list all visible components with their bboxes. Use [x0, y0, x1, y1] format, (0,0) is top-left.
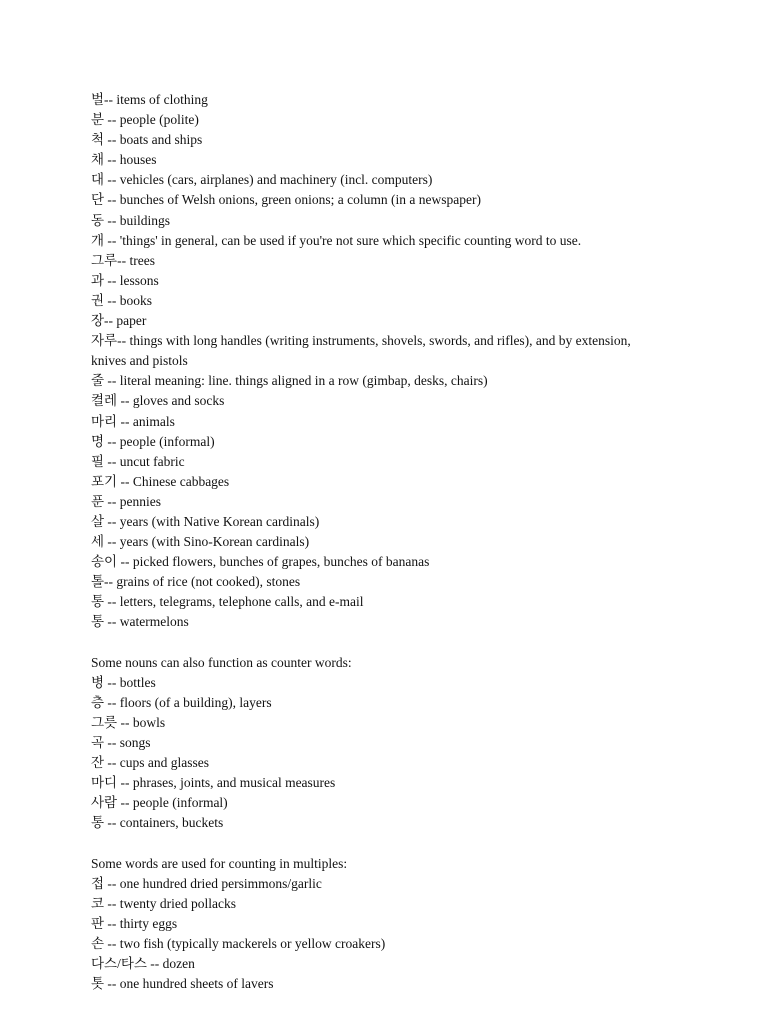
- list-item: [91, 271, 728, 291]
- list-item: [91, 894, 728, 914]
- separator: --: [104, 815, 120, 831]
- separator: --: [104, 192, 120, 208]
- counter-meaning: picked flowers, bunches of grapes, bunches of bananas: [132, 554, 430, 570]
- counter-word: 개: [91, 232, 105, 248]
- list-item: [91, 592, 728, 612]
- separator: --: [104, 976, 120, 992]
- counter-word: 그루: [91, 252, 118, 268]
- separator: --: [104, 594, 120, 610]
- counter-word: 푼: [91, 493, 105, 509]
- list-item: [91, 793, 728, 813]
- list-item: [91, 974, 728, 994]
- counter-meaning: Chinese cabbages: [132, 473, 230, 489]
- list-item: [91, 150, 728, 170]
- separator: --: [104, 574, 117, 590]
- counter-word: 통: [91, 815, 105, 831]
- counter-meaning: songs: [119, 735, 151, 750]
- counter-word: 살: [91, 513, 105, 529]
- counter-meaning: vehicles (cars, airplanes) and machinery (incl. computers): [119, 172, 433, 188]
- counter-word: 곡: [91, 735, 105, 750]
- separator: --: [117, 775, 133, 791]
- separator: --: [104, 735, 120, 750]
- counter-meaning: letters, telegrams, telephone calls, and e-mail: [119, 594, 364, 610]
- counter-meaning: items of clothing: [116, 92, 208, 107]
- separator: --: [117, 473, 133, 489]
- counter-meaning: years (with Native Korean cardinals): [119, 513, 320, 529]
- spacer: [91, 833, 728, 853]
- list-item: [91, 773, 728, 793]
- separator: --: [104, 513, 120, 529]
- separator: --: [104, 272, 120, 288]
- counter-word: 세: [91, 534, 105, 550]
- multiples-heading: Some words are used for counting in multiples:: [91, 855, 348, 871]
- separator: --: [104, 112, 120, 128]
- separator: --: [104, 875, 120, 891]
- counter-meaning: 'things' in general, can be used if you're not sure which specific counting word to use.: [119, 232, 582, 248]
- separator: --: [117, 795, 133, 811]
- list-item: [91, 813, 728, 833]
- list-item: [91, 311, 728, 331]
- counter-meaning: twenty dried pollacks: [119, 895, 237, 911]
- counter-meaning: thirty eggs: [119, 915, 178, 931]
- counter-word: 과: [91, 272, 105, 288]
- counter-meaning: gloves and socks: [132, 393, 225, 409]
- list-item: [91, 452, 728, 472]
- separator: --: [104, 212, 120, 228]
- list-item: [91, 612, 728, 632]
- counter-meaning: books: [119, 292, 153, 308]
- separator: --: [104, 694, 120, 710]
- counter-word: 손: [91, 935, 105, 951]
- separator: --: [104, 895, 120, 911]
- separator: --: [104, 92, 117, 107]
- nouns-heading: Some nouns can also function as counter words:: [91, 654, 352, 670]
- counter-meaning: uncut fabric: [119, 453, 185, 469]
- list-item: [91, 914, 728, 934]
- counter-meaning: people (informal): [132, 795, 228, 811]
- counter-word: 코: [91, 895, 105, 911]
- counter-word: 다스/타스: [91, 956, 147, 972]
- counter-meaning: houses: [119, 152, 157, 168]
- counter-word: 잔: [91, 755, 105, 771]
- counter-word: 마디: [91, 775, 118, 791]
- counter-word: 톳: [91, 976, 105, 992]
- counter-word: 필: [91, 453, 105, 469]
- counter-meaning: paper: [116, 313, 147, 329]
- counter-meaning: pennies: [119, 493, 162, 509]
- list-item: [91, 412, 728, 432]
- separator: --: [104, 292, 120, 308]
- counter-meaning: literal meaning: line. things aligned in a row (gimbap, desks, chairs): [119, 373, 488, 389]
- list-item: [91, 512, 728, 532]
- counter-word: 송이: [91, 554, 118, 570]
- list-item: [91, 432, 728, 452]
- counter-word: 통: [91, 614, 105, 630]
- counter-word: 동: [91, 212, 105, 228]
- separator: --: [117, 393, 133, 409]
- separator: --: [104, 373, 120, 389]
- counter-word: 접: [91, 875, 105, 891]
- counter-meaning: bowls: [132, 714, 166, 730]
- counter-word: 권: [91, 292, 105, 308]
- counter-word: 층: [91, 694, 105, 710]
- counter-word: 자루: [91, 333, 118, 349]
- list-item: [91, 572, 728, 592]
- counter-meaning: lessons: [119, 272, 159, 288]
- counter-meaning: containers, buckets: [119, 815, 224, 831]
- counter-word: 통: [91, 594, 105, 610]
- separator: --: [117, 413, 133, 429]
- counter-meaning: buildings: [119, 212, 171, 228]
- list-item: [91, 331, 661, 371]
- separator: --: [104, 493, 120, 509]
- separator: --: [104, 433, 120, 449]
- list-item: [91, 552, 728, 572]
- separator: --: [117, 252, 130, 268]
- list-item: [91, 532, 728, 552]
- noun-counter-list: [91, 673, 728, 834]
- counter-meaning: people (informal): [119, 433, 215, 449]
- counter-meaning: animals: [132, 413, 175, 429]
- list-item: [91, 733, 728, 753]
- counter-meaning: bottles: [119, 674, 156, 690]
- list-item: [91, 472, 728, 492]
- counter-meaning: dozen: [162, 956, 195, 972]
- spacer: [91, 633, 728, 653]
- counter-meaning: grains of rice (not cooked), stones: [116, 574, 301, 590]
- counter-meaning: two fish (typically mackerels or yellow croakers): [119, 935, 386, 951]
- separator: --: [104, 152, 120, 168]
- counter-word: 켤레: [91, 393, 118, 409]
- counter-list: [91, 90, 728, 633]
- counter-word: 톨: [91, 574, 105, 590]
- counter-word: 명: [91, 433, 105, 449]
- list-item: [91, 391, 728, 411]
- counter-meaning: one hundred dried persimmons/garlic: [119, 875, 322, 891]
- counter-word: 판: [91, 915, 105, 931]
- counter-word: 단: [91, 192, 105, 208]
- list-item: [91, 954, 728, 974]
- counter-meaning: phrases, joints, and musical measures: [132, 775, 336, 791]
- list-item: [91, 130, 728, 150]
- counter-word: 채: [91, 152, 105, 168]
- list-item: [91, 190, 728, 210]
- separator: --: [117, 714, 133, 730]
- counter-meaning: people (polite): [119, 112, 199, 128]
- list-item: [91, 291, 728, 311]
- separator: --: [104, 614, 120, 630]
- counter-word: 그릇: [91, 714, 118, 730]
- separator: --: [104, 453, 120, 469]
- list-item: [91, 231, 728, 251]
- list-item: [91, 371, 728, 391]
- separator: --: [104, 313, 117, 329]
- counter-meaning: cups and glasses: [119, 755, 210, 771]
- list-item: [91, 673, 728, 693]
- separator: --: [104, 232, 120, 248]
- separator: --: [104, 534, 120, 550]
- counter-meaning: things with long handles (writing instruments, shovels, swords, and rifles), and by extension, knives and pistols: [91, 333, 631, 369]
- counter-word: 마리: [91, 413, 118, 429]
- counter-word: 장: [91, 313, 105, 329]
- list-item: [91, 874, 728, 894]
- counter-word: 벌: [91, 92, 105, 107]
- counter-word: 분: [91, 112, 105, 128]
- counter-word: 대: [91, 172, 105, 188]
- list-item: [91, 170, 728, 190]
- list-item: [91, 211, 728, 231]
- separator: --: [104, 935, 120, 951]
- counter-word: 줄: [91, 373, 105, 389]
- list-item: [91, 753, 728, 773]
- list-item: [91, 90, 728, 110]
- list-item: [91, 251, 728, 271]
- separator: --: [146, 956, 163, 972]
- separator: --: [117, 333, 130, 349]
- list-item: [91, 934, 728, 954]
- counter-word: 병: [91, 674, 105, 690]
- counter-word: 척: [91, 132, 105, 148]
- separator: --: [104, 755, 120, 771]
- counter-meaning: years (with Sino-Korean cardinals): [119, 534, 310, 550]
- counter-meaning: bunches of Welsh onions, green onions; a column (in a newspaper): [119, 192, 482, 208]
- counter-meaning: one hundred sheets of lavers: [119, 976, 274, 992]
- list-item: [91, 492, 728, 512]
- counter-meaning: trees: [129, 252, 155, 268]
- list-item: [91, 693, 728, 713]
- separator: --: [104, 915, 120, 931]
- multiples-counter-list: [91, 874, 728, 995]
- separator: --: [104, 132, 120, 148]
- list-item: [91, 110, 728, 130]
- separator: --: [104, 172, 120, 188]
- separator: --: [104, 674, 120, 690]
- counter-meaning: watermelons: [119, 614, 189, 630]
- counter-word: 포기: [91, 473, 118, 489]
- counter-meaning: boats and ships: [119, 132, 203, 148]
- counter-meaning: floors (of a building), layers: [119, 694, 272, 710]
- counter-word: 사람: [91, 795, 118, 811]
- list-item: [91, 713, 728, 733]
- separator: --: [117, 554, 133, 570]
